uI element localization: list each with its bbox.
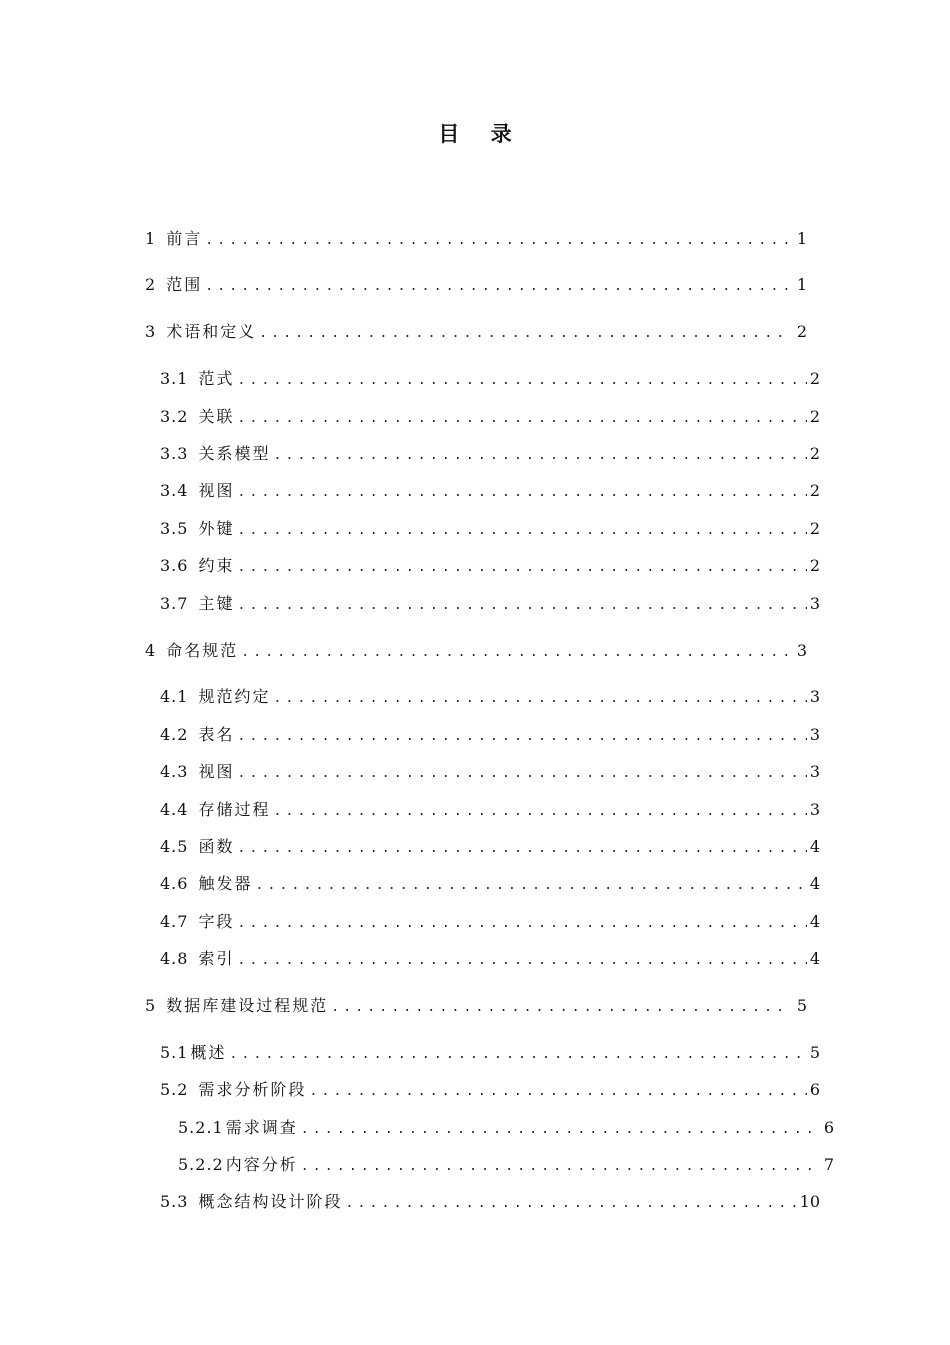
toc-entry-3-6[interactable]	[160, 556, 820, 578]
toc-entry-number: 5.2	[160, 1080, 189, 1099]
toc-entry-4-2[interactable]	[160, 725, 820, 747]
toc-entry-3-1[interactable]	[160, 369, 820, 391]
toc-entry-page: 10	[799, 1192, 820, 1211]
toc-entry-label: 需求分析阶段	[198, 1080, 307, 1099]
toc-entry-label: 术语和定义	[166, 322, 257, 341]
toc-entry-label: 关系模型	[198, 444, 271, 463]
toc-entry-3-5[interactable]	[160, 519, 820, 541]
toc-entry-label: 关联	[198, 407, 235, 426]
dot-leader	[345, 1194, 796, 1214]
dot-leader	[237, 914, 806, 934]
toc-entry-number: 5.2.2	[178, 1155, 224, 1174]
toc-entry-number: 5.1	[160, 1043, 189, 1062]
toc-entry-page: 4	[809, 874, 820, 893]
toc-entry-page: 1	[796, 229, 807, 248]
dot-leader	[273, 446, 806, 466]
toc-entry-4-4[interactable]	[160, 800, 820, 822]
toc-entry-label: 命名规范	[166, 641, 239, 660]
toc-entry-2[interactable]	[145, 275, 807, 297]
dot-leader	[331, 998, 788, 1018]
toc-entry-number: 3.4	[160, 481, 189, 500]
toc-entry-number: 4.6	[160, 874, 189, 893]
toc-entry-page: 6	[823, 1118, 834, 1137]
toc-entry-5-2[interactable]	[160, 1080, 820, 1102]
toc-entry-number: 3.7	[160, 594, 189, 613]
toc-entry-label: 约束	[198, 556, 235, 575]
dot-leader	[229, 1045, 806, 1065]
dot-leader	[237, 596, 806, 616]
toc-entry-page: 2	[809, 407, 820, 426]
toc-entry-4[interactable]	[145, 641, 807, 663]
toc-entry-page: 2	[809, 481, 820, 500]
toc-entry-label: 内容分析	[225, 1155, 298, 1174]
toc-entry-5-2-1[interactable]	[178, 1118, 834, 1140]
toc-entry-page: 1	[796, 275, 807, 294]
toc-entry-label: 存储过程	[198, 800, 271, 819]
toc-entry-3-3[interactable]	[160, 444, 820, 466]
toc-entry-label: 数据库建设过程规范	[166, 996, 329, 1015]
toc-entry-number: 5.3	[160, 1192, 189, 1211]
toc-entry-4-7[interactable]	[160, 912, 820, 934]
toc-entry-number: 3.5	[160, 519, 189, 538]
toc-entry-page: 2	[809, 519, 820, 538]
toc-entry-label: 表名	[198, 725, 235, 744]
dot-leader	[237, 521, 806, 541]
toc-entry-label: 触发器	[198, 874, 253, 893]
toc-entry-number: 4.4	[160, 800, 189, 819]
toc-entry-page: 5	[809, 1043, 820, 1062]
toc-entry-number: 2	[145, 275, 157, 294]
toc-entry-label: 视图	[198, 762, 235, 781]
toc-entry-page: 7	[823, 1155, 834, 1174]
toc-entry-page: 4	[809, 837, 820, 856]
dot-leader	[237, 409, 806, 429]
toc-entry-number: 4.7	[160, 912, 189, 931]
toc-entry-page: 2	[809, 444, 820, 463]
toc-entry-number: 4.5	[160, 837, 189, 856]
dot-leader	[205, 277, 788, 297]
toc-entry-number: 4.1	[160, 687, 189, 706]
dot-leader	[237, 839, 806, 859]
toc-entry-page: 3	[809, 687, 820, 706]
toc-entry-number: 3.3	[160, 444, 189, 463]
toc-entry-label: 视图	[198, 481, 235, 500]
toc-entry-5[interactable]	[145, 996, 807, 1018]
toc-entry-number: 3.1	[160, 369, 189, 388]
dot-leader	[301, 1120, 821, 1140]
dot-leader	[255, 876, 806, 896]
toc-entry-page: 4	[809, 949, 820, 968]
toc-entry-number: 3	[145, 322, 157, 341]
toc-entry-number: 1	[145, 229, 157, 248]
toc-entry-4-1[interactable]	[160, 687, 820, 709]
toc-entry-number: 5	[145, 996, 157, 1015]
toc-entry-5-2-2[interactable]	[178, 1155, 834, 1177]
toc-entry-3-2[interactable]	[160, 407, 820, 429]
toc-entry-5-3[interactable]	[160, 1192, 820, 1214]
toc-entry-label: 范围	[166, 275, 203, 294]
toc-entry-label: 前言	[166, 229, 203, 248]
toc-entry-label: 字段	[198, 912, 235, 931]
toc-entry-page: 2	[809, 369, 820, 388]
dot-leader	[241, 643, 788, 663]
toc-entry-label: 主键	[198, 594, 235, 613]
toc-entry-1[interactable]	[145, 229, 807, 251]
toc-entry-page: 2	[796, 322, 807, 341]
toc-entry-number: 3.2	[160, 407, 189, 426]
dot-leader	[205, 231, 788, 251]
toc-entry-label: 外键	[198, 519, 235, 538]
dot-leader	[237, 558, 806, 578]
dot-leader	[237, 764, 806, 784]
toc-entry-4-6[interactable]	[160, 874, 820, 896]
toc-entry-label: 函数	[198, 837, 235, 856]
toc-entry-label: 规范约定	[198, 687, 271, 706]
toc-entry-page: 4	[809, 912, 820, 931]
dot-leader	[237, 727, 806, 747]
dot-leader	[273, 689, 806, 709]
dot-leader	[259, 324, 788, 344]
dot-leader	[273, 802, 806, 822]
toc-entry-label: 范式	[198, 369, 235, 388]
toc-entry-number: 4	[145, 641, 157, 660]
toc-entry-page: 5	[796, 996, 807, 1015]
toc-entry-label: 索引	[198, 949, 235, 968]
toc-entry-3-4[interactable]	[160, 481, 820, 503]
toc-entry-label: 需求调查	[225, 1118, 298, 1137]
toc-entry-page: 3	[809, 594, 820, 613]
toc-entry-page: 3	[809, 762, 820, 781]
toc-entry-4-3[interactable]	[160, 762, 820, 784]
dot-leader	[237, 951, 806, 971]
toc-entry-4-5[interactable]	[160, 837, 820, 859]
toc-title: 目 录	[438, 121, 524, 146]
toc-entry-page: 3	[809, 800, 820, 819]
dot-leader	[301, 1157, 821, 1177]
toc-entry-label: 概述	[190, 1043, 227, 1062]
toc-entry-label: 概念结构设计阶段	[198, 1192, 343, 1211]
toc-entry-4-8[interactable]	[160, 949, 820, 971]
dot-leader	[237, 483, 806, 503]
toc-entry-number: 4.2	[160, 725, 189, 744]
toc-entry-page: 3	[796, 641, 807, 660]
toc-entry-3[interactable]	[145, 322, 807, 344]
toc-entry-page: 6	[809, 1080, 820, 1099]
toc-entry-number: 5.2.1	[178, 1118, 224, 1137]
dot-leader	[237, 371, 806, 391]
toc-entry-number: 4.8	[160, 949, 189, 968]
toc-entry-number: 4.3	[160, 762, 189, 781]
toc-entry-page: 2	[809, 556, 820, 575]
dot-leader	[309, 1082, 806, 1102]
toc-entry-page: 3	[809, 725, 820, 744]
toc-entry-5-1[interactable]	[160, 1043, 820, 1065]
toc-entry-number: 3.6	[160, 556, 189, 575]
toc-entry-3-7[interactable]	[160, 594, 820, 616]
